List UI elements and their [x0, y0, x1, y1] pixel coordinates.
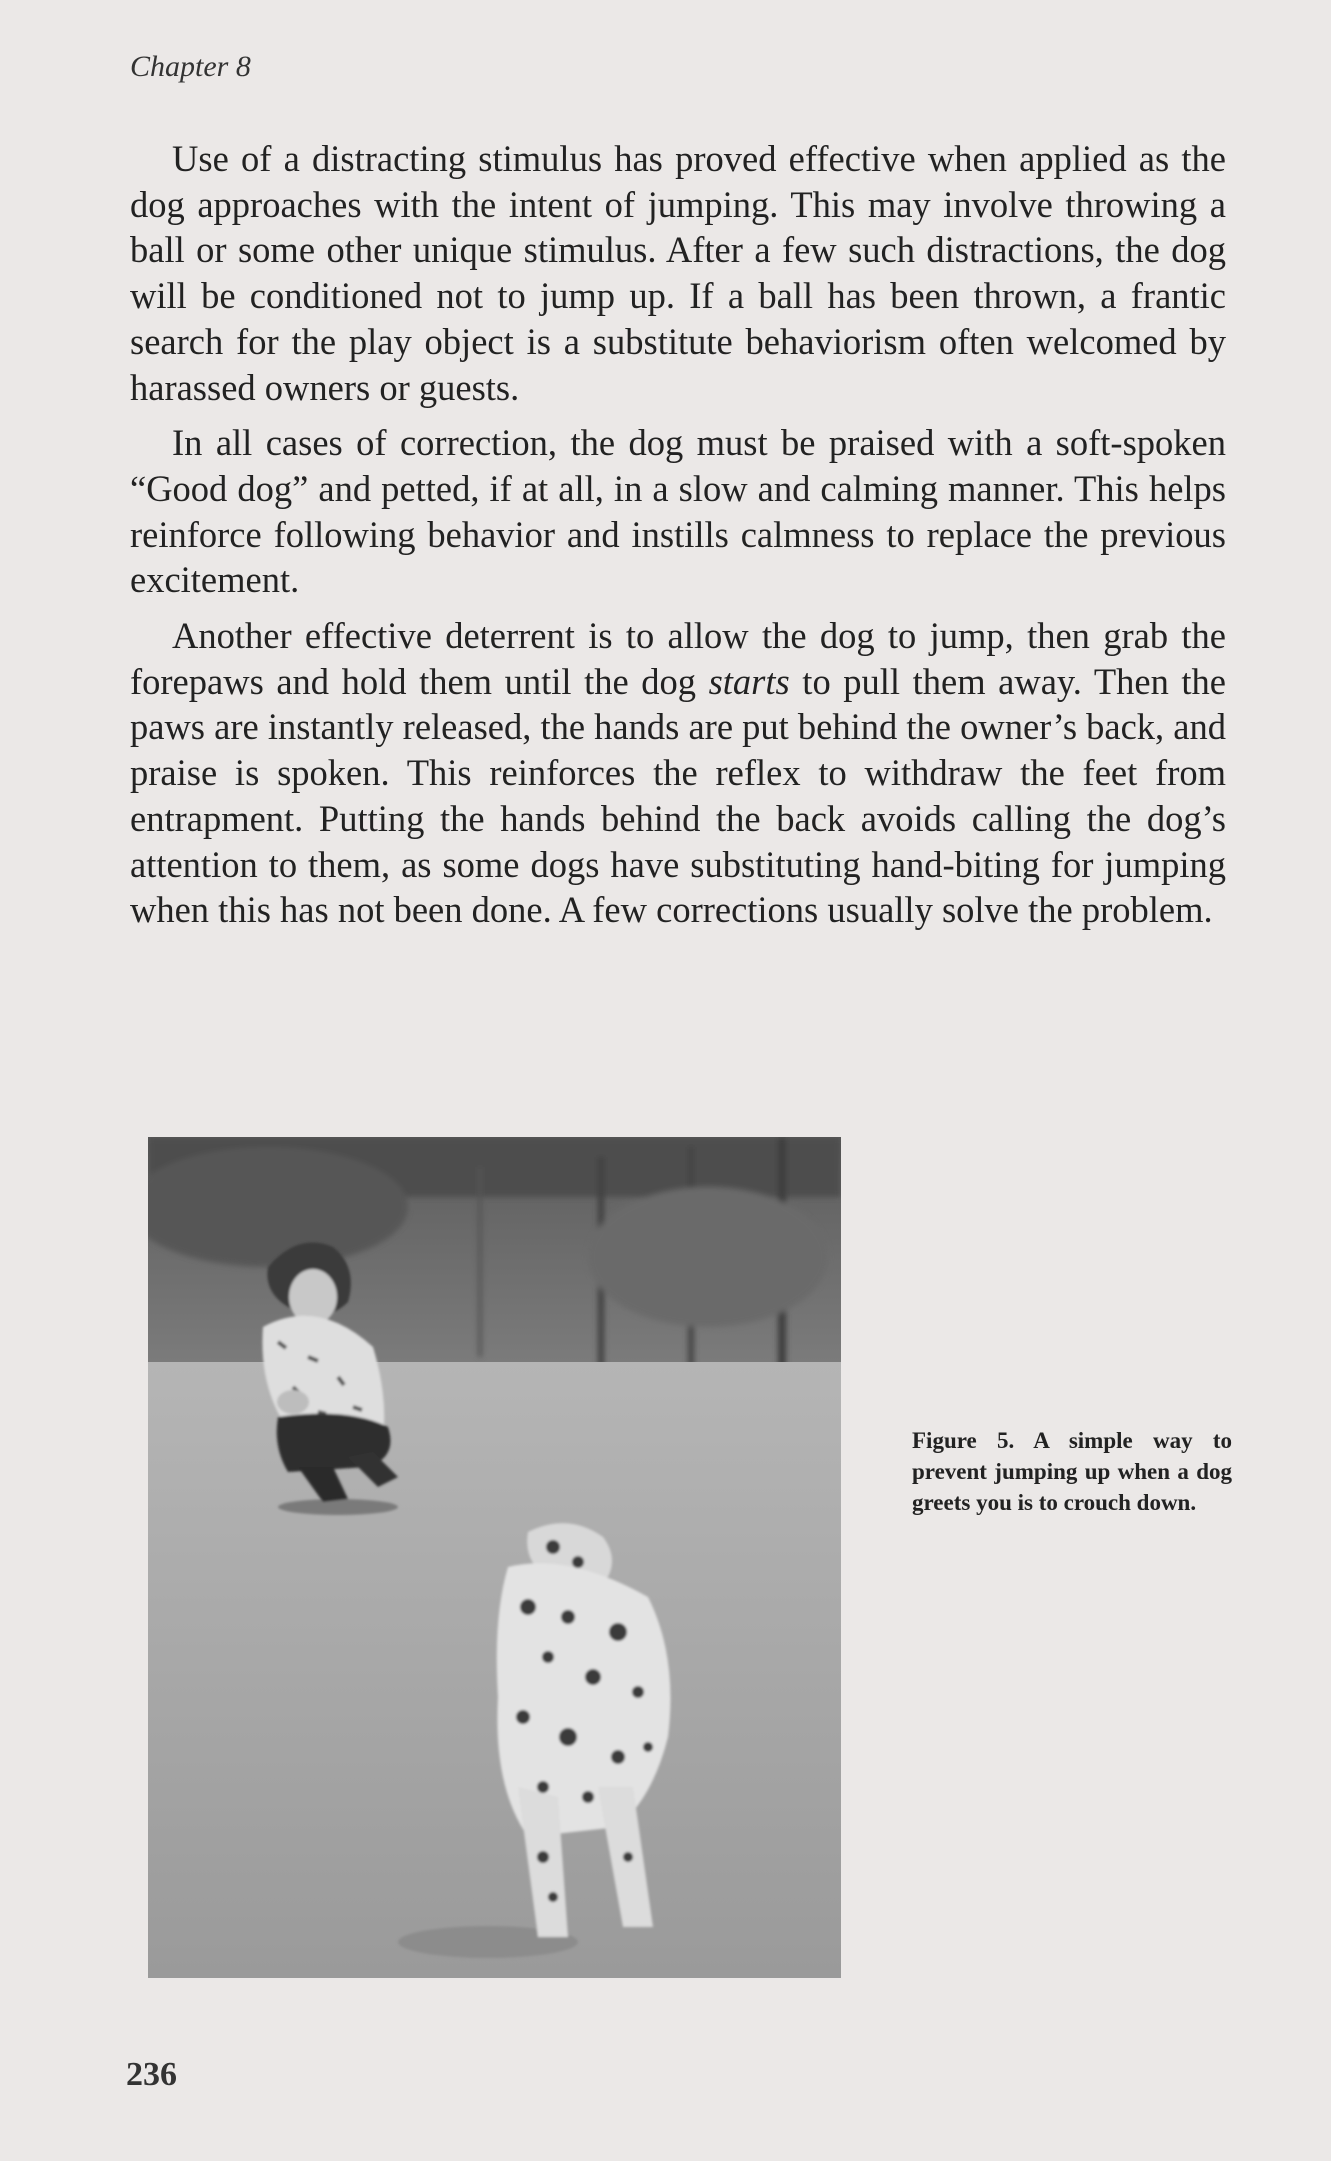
chapter-header: Chapter 8 — [130, 50, 251, 83]
photo-woman-crouching-with-dalmatian — [148, 1137, 841, 1978]
figure-caption: Figure 5. A simple way to prevent jumping up when a dog greets you is to crouch down. — [912, 1428, 1232, 1515]
photo-ground — [148, 1362, 841, 1978]
paragraph-forepaws-text-before: Another effective deterrent is to allow the dog to jump, then grab the forepaws and hold them until the dog — [130, 615, 1226, 702]
paragraph-forepaws-deterrent — [130, 613, 1226, 933]
paragraph-forepaws-text-after: to pull them away. Then the paws are instantly released, the hands are put behind the owner’s back, and praise is spoken. This reinforces the reflex to withdraw the feet from entrapment. Putting the hands behind the back avoids calling the dog’s attention to them, as some dogs have substituting hand-biting for jumping when this has not been done. A few corrections usually solve the problem. — [130, 660, 1226, 931]
body-text — [130, 136, 1226, 943]
page-number: 236 — [126, 2056, 177, 2093]
emphasis-starts: starts — [708, 660, 790, 702]
figure-photo — [148, 1137, 841, 1978]
paragraph-distracting-stimulus: Use of a distracting stimulus has proved effective when applied as the dog approaches with the intent of jumping. This may involve throwing a ball or some other unique stimulus. After a few such distractions, the dog will be conditioned not to jump up. If a ball has been thrown, a frantic search for the play object is a substitute behaviorism often welcomed by harassed owners or guests. — [130, 138, 1226, 408]
paragraph-correction-praise: In all cases of correction, the dog must be praised with a soft-spoken “Good dog” and petted, if at all, in a slow and calming manner. This helps reinforce following behavior and instills calmness to replace the previous excitement. — [130, 422, 1226, 601]
